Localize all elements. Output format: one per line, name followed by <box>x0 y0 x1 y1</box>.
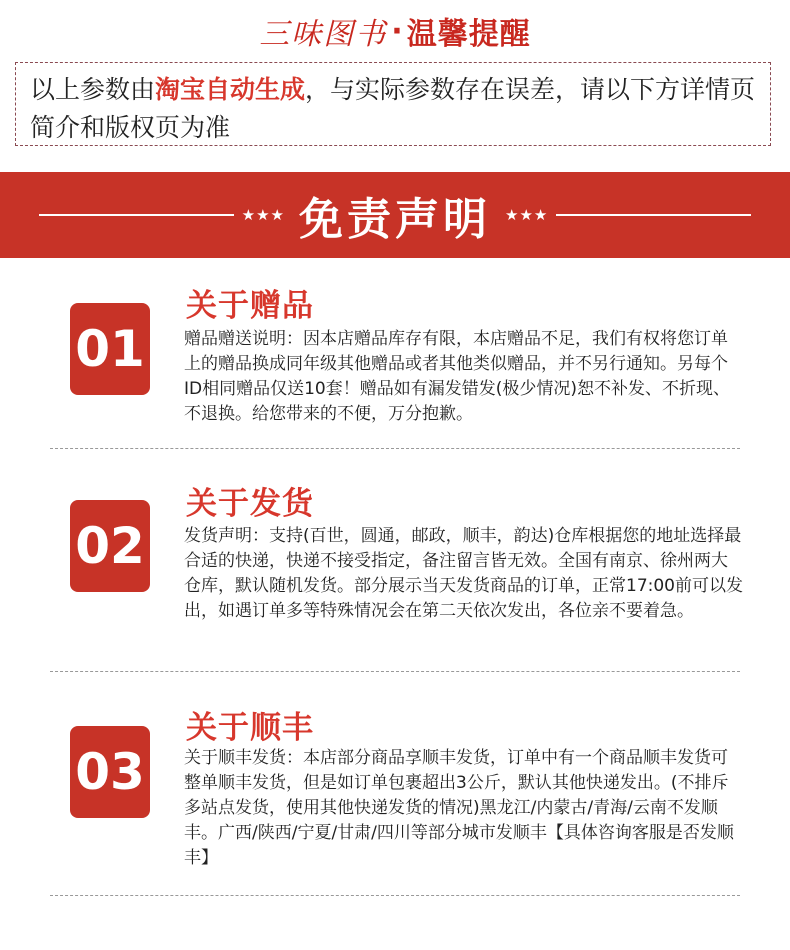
banner-stars-left: ★★★ <box>241 206 285 224</box>
section-title: 关于赠品 <box>186 288 314 324</box>
banner-right-line <box>556 214 751 216</box>
banner-stars-right: ★★★ <box>505 206 549 224</box>
section-number-badge: 03 <box>70 726 150 818</box>
section-number-badge: 02 <box>70 500 150 592</box>
header-title: 温馨提醒 <box>406 17 531 52</box>
header-separator: · <box>391 13 403 49</box>
banner-title: 免责声明 <box>299 194 491 245</box>
section-divider <box>50 895 740 896</box>
section-title: 关于顺丰 <box>186 710 314 746</box>
notice-suffix: ，与实际参数存在误差，请以下方详情页简介和版权页为准 <box>30 75 756 142</box>
section-divider <box>50 448 740 449</box>
notice-box <box>15 62 771 146</box>
disclaimer-banner <box>0 172 790 258</box>
section-text: 发货声明：支持(百世，圆通，邮政，顺丰，韵达)仓库根据您的地址选择最合适的快递，快递不接受指定，备注留言皆无效。全国有南京、徐州两大仓库，默认随机发货。部分展示当天发货商品的订单，正常17:00前可以发出，如遇订单多等特殊情况会在第二天依次发出，各位亲不要着急。 <box>184 526 743 621</box>
section-number-badge: 01 <box>70 303 150 395</box>
section-divider <box>50 671 740 672</box>
notice-prefix: 以上参数由 <box>30 75 156 104</box>
header <box>0 8 790 54</box>
section-text: 赠品赠送说明：因本店赠品库存有限，本店赠品不足，我们有权将您订单上的赠品换成同年级其他赠品或者其他类似赠品，并不另行通知。另每个ID相同赠品仅送10套！赠品如有漏发错发(极少情况)恕不补发、不折现、不退换。给您带来的不便，万分抱歉。 <box>184 329 730 424</box>
banner-left-line <box>39 214 234 216</box>
brand-logo-text: 三味图书 <box>259 17 388 52</box>
section-title: 关于发货 <box>186 486 314 522</box>
section-text: 关于顺丰发货：本店部分商品享顺丰发货，订单中有一个商品顺丰发货可整单顺丰发货，但是如订单包裹超出3公斤，默认其他快递发出。(不排斥多站点发货，使用其他快递发货的情况)黑龙江/内蒙古/青海/云南不发顺丰。广西/陕西/宁夏/甘肃/四川等部分城市发顺丰【具体咨询客服是否发顺丰】 <box>184 748 734 868</box>
notice-highlight: 淘宝自动生成 <box>155 75 306 104</box>
